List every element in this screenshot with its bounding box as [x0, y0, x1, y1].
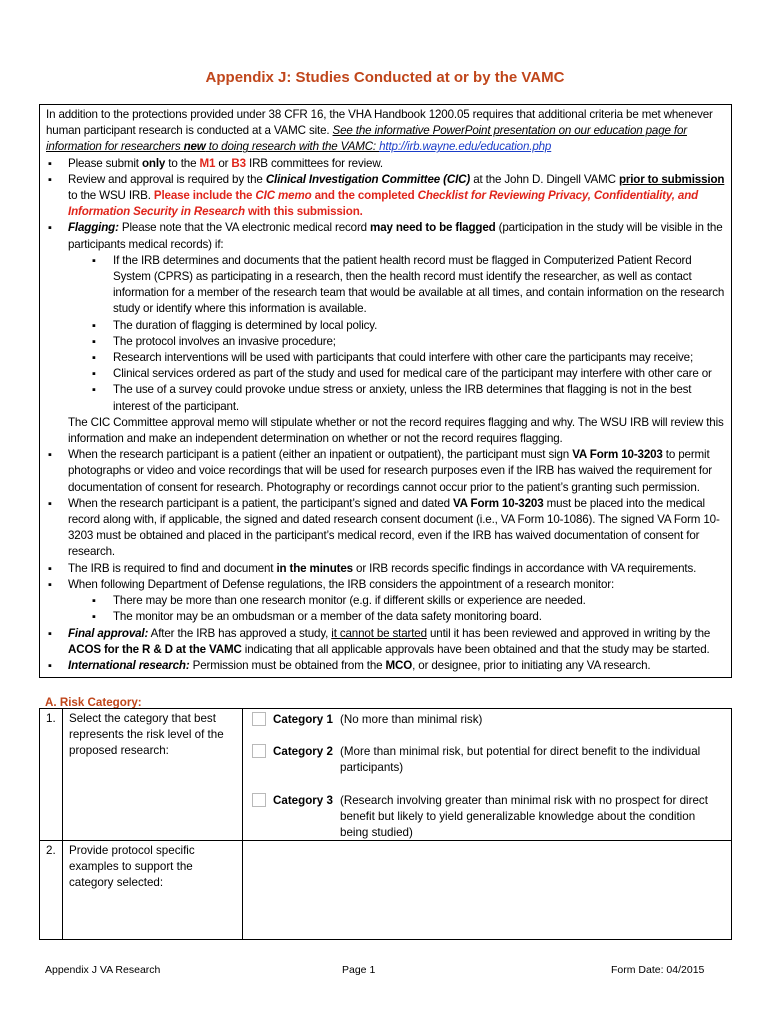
list-item: ▪ Review and approval is required by the Clinical Investigation Committee (CIC) at the John D. Dingell VAMC prior to submission to the WSU IRB. Please include the CIC memo and the completed Checklist for Reviewing Privacy, Confidentiality, and Information Security in Research with this submission. [68, 172, 725, 221]
category-1-checkbox[interactable] [252, 712, 266, 726]
sublist-item: ▪ There may be more than one research monitor (e.g. if different skills or experience are needed. [113, 593, 725, 609]
table-divider [62, 709, 63, 939]
sublist-item: ▪ The monitor may be an ombudsman or a member of the data safety monitoring board. [113, 609, 725, 625]
list-item: ▪ The IRB is required to find and document in the minutes or IRB records specific findings in accordance with VA requirements. [68, 561, 725, 577]
row-label: Provide protocol specific examples to support the category selected: [69, 844, 195, 890]
category-2-description: (More than minimal risk, but potential for direct benefit to the individual participants) [340, 745, 701, 775]
list-item: ▪ When the research participant is a patient (either an inpatient or outpatient), the participant must sign VA Form 10-3203 to permit photographs or video and voice recordings that will be used for research purposes even if the IRB has waived the requirement for documentation of consent for research. Photography or recordings cannot occur prior to the patient’s granting such permission. [68, 447, 725, 496]
category-3-description: (Research involving greater than minimal risk with no prospect for direct benefit but likely to yield generalizable knowledge about the condition being studied) [340, 794, 708, 840]
table-divider [242, 709, 243, 939]
footer-form-date: Form Date: 04/2015 [611, 964, 705, 976]
education-page-link[interactable]: http://irb.wayne.edu/education.php [379, 140, 552, 154]
requirements-list-continued [46, 447, 725, 674]
va-requirements-box [39, 104, 732, 678]
list-item: ▪ When following Department of Defense regulations, the IRB considers the appointment of a research monitor: ▪ There may be more than one research monitor (e.g. if different skills or experience are needed. ▪ The monitor may be an ombudsman or a member of the data safety monitoring board. [68, 577, 725, 626]
risk-category-table [39, 708, 732, 940]
category-2-checkbox[interactable] [252, 744, 266, 758]
footer-left: Appendix J VA Research [45, 964, 161, 976]
category-1-label: Category 1 [273, 713, 333, 726]
row-number: 1. [46, 712, 56, 725]
category-3-checkbox[interactable] [252, 793, 266, 807]
requirements-list [46, 156, 725, 415]
sublist-item: ▪ The protocol involves an invasive procedure; [113, 334, 725, 350]
examples-text-area[interactable] [246, 843, 726, 937]
category-3-label: Category 3 [273, 794, 333, 807]
sublist-item: ▪ If the IRB determines and documents that the patient health record must be flagged in Computerized Patient Record System (CPRS) as participating in a research, then the health record must identify the researcher, as well as contact information for a member of the research team that would be available at all times, and contain information on the research study or identify where this information is available. [113, 253, 725, 318]
page-title: Appendix J: Studies Conducted at or by the VAMC [205, 69, 565, 86]
dod-sublist [68, 593, 725, 625]
category-2-label: Category 2 [273, 745, 333, 758]
list-item: ▪ Flagging: Please note that the VA electronic medical record may need to be flagged (participation in the study will be visible in the participants medical records) if: ▪ If the IRB determines and documents that the patient health record must be flagged in Computerized Patient Record System (CPRS) as participating in a research, then the health record must identify the researcher, as well as contact information for a member of the research team that would be available at all times, and contain information on the research study or identify where this information is available. ▪ The duration of flagging is determined by local policy. ▪ The protocol involves an invasive procedure; ▪ Research interventions will be used with participants that could interfere with other care the participants may receive; ▪ Clinical services ordered as part of the study and used for medical care of the participant may interfere with other care or ▪ The use of a survey could provoke undue stress or anxiety, unless the IRB determines that flagging is not in the best interest of the participant. [68, 220, 725, 414]
footer-page-number: Page 1 [342, 964, 376, 976]
list-item: ▪ When the research participant is a patient, the participant’s signed and dated VA Form 10-3203 must be placed into the medical record along with, if applicable, the signed and dated research consent document (i.e., VA Form 10-1086). The signed VA Form 10-3203 must be obtained and placed in the participant’s medical record, even if the IRB has waived documentation of consent for research. [68, 496, 725, 561]
flagging-sublist [68, 253, 725, 415]
risk-category-heading: A. Risk Category: [45, 696, 142, 709]
list-item: ▪ Please submit only to the M1 or B3 IRB committees for review. [68, 156, 725, 172]
cic-note: The CIC Committee approval memo will stipulate whether or not the record requires flagging and why. The WSU IRB will review this information and make an independent determination on whether or not the record requires flagging. [68, 415, 724, 446]
sublist-item: ▪ The duration of flagging is determined by local policy. [113, 318, 725, 334]
sublist-item: ▪ The use of a survey could provoke undue stress or anxiety, unless the IRB determines that flagging is not in the best interest of the participant. [113, 382, 725, 414]
list-item: ▪ International research: Permission must be obtained from the MCO, or designee, prior to initiating any VA research. [68, 658, 725, 674]
row-label: Select the category that best represents the risk level of the proposed research: [69, 712, 224, 758]
sublist-item: ▪ Clinical services ordered as part of the study and used for medical care of the participant may interfere with other care or [113, 366, 725, 382]
sublist-item: ▪ Research interventions will be used with participants that could interfere with other care the participants may receive; [113, 350, 725, 366]
category-1-description: (No more than minimal risk) [340, 713, 483, 726]
intro-paragraph: In addition to the protections provided under 38 CFR 16, the VHA Handbook 1200.05 requires that additional criteria be met whenever human participant research is conducted at a VAMC site. See the informative PowerPoint presentation on our education page for information for researchers new to doing research with the VAMC: http://irb.wayne.edu/education.php [46, 108, 713, 154]
list-item: ▪ Final approval: After the IRB has approved a study, it cannot be started until it has been reviewed and approved in writing by the ACOS for the R & D at the VAMC indicating that all applicable approvals have been obtained and that the study may be started. [68, 626, 725, 658]
row-number: 2. [46, 844, 56, 857]
